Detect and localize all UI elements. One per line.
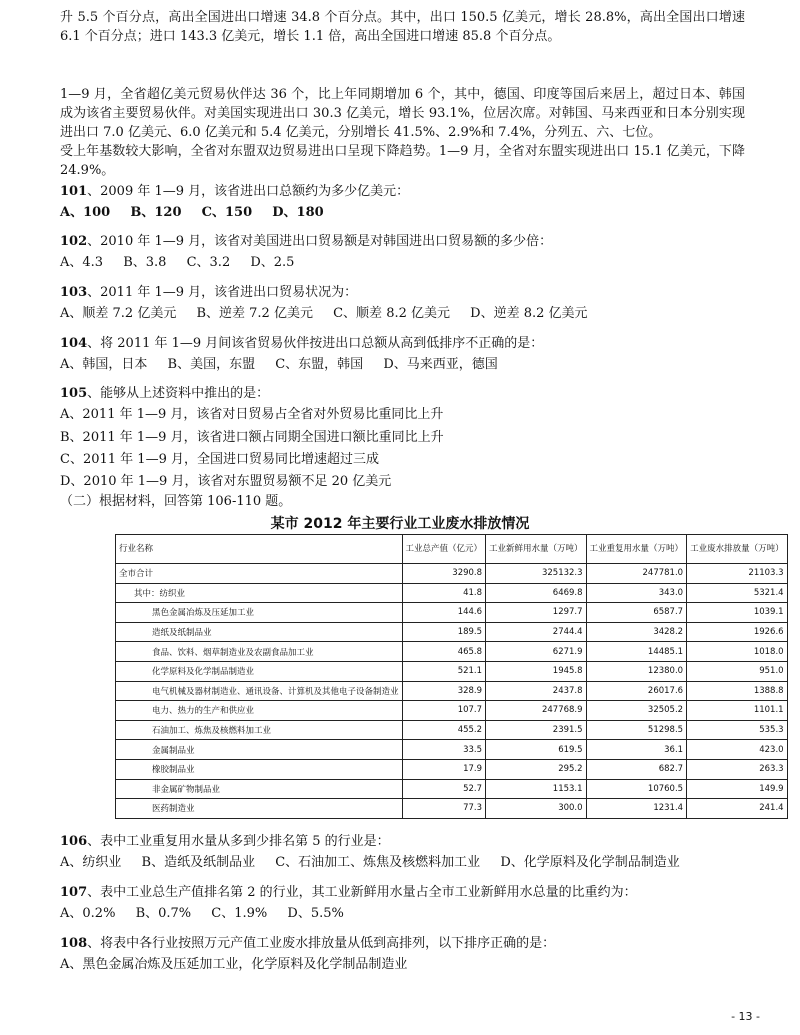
section-heading: （二）根据材料，回答第 106-110 题。	[60, 494, 292, 509]
options-104	[60, 355, 514, 374]
table-row	[116, 720, 788, 740]
row-wastewater: 241.4	[687, 799, 788, 819]
row-output: 3290.8	[402, 564, 486, 584]
row-reused-water: 682.7	[586, 759, 687, 779]
row-wastewater: 1039.1	[687, 603, 788, 623]
row-wastewater: 1926.6	[687, 622, 788, 642]
row-output: 41.8	[402, 583, 486, 603]
option-a: A、100	[60, 205, 111, 220]
option-b: B、逆差 7.2 亿美元	[196, 306, 313, 321]
header-name: 行业名称	[116, 535, 403, 564]
option-c: C、2011 年 1—9 月，全国进口贸易同比增速超过三成	[60, 452, 379, 467]
table-row	[116, 681, 788, 701]
question-102	[60, 232, 552, 251]
row-reused-water: 3428.2	[586, 622, 687, 642]
row-reused-water: 343.0	[586, 583, 687, 603]
row-output: 144.6	[402, 603, 486, 623]
option-c: C、东盟，韩国	[275, 357, 364, 372]
question-number: 104	[60, 336, 88, 351]
row-wastewater: 1101.1	[687, 701, 788, 721]
option-a: A、0.2%	[60, 906, 116, 921]
row-industry-name: 橡胶制品业	[116, 759, 403, 779]
row-industry-name: 电气机械及器材制造业、通讯设备、计算机及其他电子设备制造业	[116, 681, 403, 701]
row-reused-water: 247781.0	[586, 564, 687, 584]
row-reused-water: 12380.0	[586, 661, 687, 681]
row-wastewater: 1388.8	[687, 681, 788, 701]
table-row	[116, 603, 788, 623]
table-row	[116, 740, 788, 760]
row-wastewater: 535.3	[687, 720, 788, 740]
row-fresh-water: 2744.4	[486, 622, 587, 642]
row-industry-name: 非金属矿物制品业	[116, 779, 403, 799]
row-output: 17.9	[402, 759, 486, 779]
options-106	[60, 853, 696, 872]
table-row	[116, 779, 788, 799]
row-industry-name: 全市合计	[116, 564, 403, 584]
data-table	[115, 534, 788, 819]
row-reused-water: 36.1	[586, 740, 687, 760]
option-c: C、150	[201, 205, 253, 220]
row-reused-water: 32505.2	[586, 701, 687, 721]
row-fresh-water: 6469.8	[486, 583, 587, 603]
option-b: B、2011 年 1—9 月，该省进口额占同期全国进口额比重同比上升	[60, 430, 444, 445]
option-b: B、0.7%	[135, 906, 192, 921]
option-b: B、3.8	[123, 255, 167, 270]
row-industry-name: 化学原料及化学制品制造业	[116, 661, 403, 681]
option-d: D、逆差 8.2 亿美元	[470, 306, 588, 321]
option-a: A、顺差 7.2 亿美元	[60, 306, 177, 321]
table-row	[116, 642, 788, 662]
row-wastewater: 149.9	[687, 779, 788, 799]
paragraph-3: 受上年基数较大影响，全省对东盟双边贸易进出口呈现下降趋势。1—9 月，全省对东盟实现进出口 15.1 亿美元，下降 24.9%。	[60, 144, 745, 178]
paragraph-2: 1—9 月，全省超亿美元贸易伙伴达 36 个，比上年同期增加 6 个，其中，德国、印度等国后来居上，超过日本、韩国成为该省主要贸易伙伴。对美国实现进出口 30.3 亿美元，增长 93.1%，位居次席。对韩国、马来西亚和日本分别实现进出口 7.0 亿美元、6.0 亿美元和 5.4 亿美元，分别增长 41.5%、2.9%和 7.4%，分列五、六、七位。	[60, 87, 745, 140]
option-b: B、120	[130, 205, 182, 220]
header-reused-water: 工业重复用水量（万吨）	[586, 535, 687, 564]
question-103	[60, 283, 357, 302]
header-wastewater: 工业废水排放量（万吨）	[687, 535, 788, 564]
row-reused-water: 26017.6	[586, 681, 687, 701]
question-104	[60, 334, 543, 353]
table-title: 某市 2012 年主要行业工业废水排放情况	[270, 516, 530, 532]
question-105	[60, 384, 269, 403]
option-d: D、2010 年 1—9 月，该省对东盟贸易额不足 20 亿美元	[60, 474, 392, 489]
question-108	[60, 934, 555, 953]
table-body	[116, 564, 788, 819]
row-industry-name: 医药制造业	[116, 799, 403, 819]
option-d: D、5.5%	[287, 906, 344, 921]
question-107	[60, 883, 637, 902]
option-a: A、纺织业	[60, 855, 122, 870]
row-industry-name: 金属制品业	[116, 740, 403, 760]
row-industry-name: 石油加工、炼焦及核燃料加工业	[116, 720, 403, 740]
question-number: 106	[60, 834, 88, 849]
option-b: B、美国，东盟	[167, 357, 256, 372]
question-text: 、2009 年 1—9 月，该省进出口总额约为多少亿美元：	[87, 184, 410, 199]
row-fresh-water: 295.2	[486, 759, 587, 779]
row-output: 328.9	[402, 681, 486, 701]
row-wastewater: 5321.4	[687, 583, 788, 603]
table-row	[116, 799, 788, 819]
options-107	[60, 904, 360, 923]
table-row	[116, 701, 788, 721]
row-output: 455.2	[402, 720, 486, 740]
question-number: 108	[60, 936, 88, 951]
table-header-row	[116, 535, 788, 564]
row-fresh-water: 2437.8	[486, 681, 587, 701]
row-wastewater: 1018.0	[687, 642, 788, 662]
option-d: D、马来西亚，德国	[383, 357, 498, 372]
options-101	[60, 203, 340, 222]
row-fresh-water: 300.0	[486, 799, 587, 819]
row-fresh-water: 1297.7	[486, 603, 587, 623]
row-industry-name: 电力、热力的生产和供应业	[116, 701, 403, 721]
row-reused-water: 14485.1	[586, 642, 687, 662]
question-text: 、将 2011 年 1—9 月间该省贸易伙伴按进出口总额从高到低排序不正确的是：	[87, 336, 544, 351]
row-industry-name: 黑色金属冶炼及压延加工业	[116, 603, 403, 623]
row-output: 52.7	[402, 779, 486, 799]
question-text: 、2011 年 1—9 月，该省进出口贸易状况为：	[87, 285, 358, 300]
option-d: D、化学原料及化学制品制造业	[500, 855, 680, 870]
options-103	[60, 304, 604, 323]
table-row	[116, 759, 788, 779]
row-industry-name: 其中：纺织业	[116, 583, 403, 603]
option-a: A、韩国，日本	[60, 357, 148, 372]
question-106	[60, 832, 390, 851]
row-industry-name: 造纸及纸制品业	[116, 622, 403, 642]
table-row	[116, 622, 788, 642]
page-number: - 13 -	[731, 1010, 760, 1023]
option-a: A、黑色金属冶炼及压延加工业，化学原料及化学制品制造业	[60, 957, 408, 972]
question-text: 、表中工业重复用水量从多到少排名第 5 的行业是：	[87, 834, 390, 849]
question-101	[60, 182, 409, 201]
question-text: 、表中工业总生产值排名第 2 的行业，其工业新鲜用水量占全市工业新鲜用水总量的比重约为：	[87, 885, 637, 900]
row-reused-water: 6587.7	[586, 603, 687, 623]
option-c: C、石油加工、炼焦及核燃料加工业	[275, 855, 481, 870]
option-c: C、1.9%	[211, 906, 268, 921]
row-reused-water: 10760.5	[586, 779, 687, 799]
question-text: 、将表中各行业按照万元产值工业废水排放量从低到高排列，以下排序正确的是：	[87, 936, 556, 951]
row-output: 107.7	[402, 701, 486, 721]
row-fresh-water: 1945.8	[486, 661, 587, 681]
question-number: 103	[60, 285, 88, 300]
row-wastewater: 21103.3	[687, 564, 788, 584]
row-fresh-water: 619.5	[486, 740, 587, 760]
row-output: 33.5	[402, 740, 486, 760]
option-c: C、3.2	[186, 255, 231, 270]
table-row	[116, 661, 788, 681]
option-d: D、2.5	[250, 255, 295, 270]
paragraph-1: 升 5.5 个百分点，高出全国进出口增速 34.8 个百分点。其中，出口 150.5 亿美元，增长 28.8%，高出全国出口增速 6.1 个百分点；进口 143.3 亿美元，增长 1.1 倍，高出全国进口增速 85.8 个百分点。	[60, 10, 745, 44]
row-output: 77.3	[402, 799, 486, 819]
header-fresh-water: 工业新鲜用水量（万吨）	[486, 535, 587, 564]
question-text: 、2010 年 1—9 月，该省对美国进出口贸易额是对韩国进出口贸易额的多少倍：	[87, 234, 553, 249]
header-output: 工业总产值（亿元）	[402, 535, 486, 564]
row-wastewater: 423.0	[687, 740, 788, 760]
option-a: A、2011 年 1—9 月，该省对日贸易占全省对外贸易比重同比上升	[60, 407, 444, 422]
row-fresh-water: 1153.1	[486, 779, 587, 799]
row-output: 189.5	[402, 622, 486, 642]
row-fresh-water: 325132.3	[486, 564, 587, 584]
row-industry-name: 食品、饮料、烟草制造业及农副食品加工业	[116, 642, 403, 662]
row-output: 521.1	[402, 661, 486, 681]
row-wastewater: 263.3	[687, 759, 788, 779]
question-number: 102	[60, 234, 88, 249]
option-c: C、顺差 8.2 亿美元	[333, 306, 450, 321]
row-fresh-water: 6271.9	[486, 642, 587, 662]
question-number: 107	[60, 885, 88, 900]
row-reused-water: 51298.5	[586, 720, 687, 740]
table-row	[116, 583, 788, 603]
row-output: 465.8	[402, 642, 486, 662]
options-102	[60, 253, 310, 272]
row-wastewater: 951.0	[687, 661, 788, 681]
option-d: D、180	[272, 205, 324, 220]
option-a: A、4.3	[60, 255, 104, 270]
question-number: 101	[60, 184, 88, 199]
question-text: 、能够从上述资料中推出的是：	[87, 386, 270, 401]
row-fresh-water: 2391.5	[486, 720, 587, 740]
row-fresh-water: 247768.9	[486, 701, 587, 721]
row-reused-water: 1231.4	[586, 799, 687, 819]
option-b: B、造纸及纸制品业	[141, 855, 256, 870]
question-number: 105	[60, 386, 88, 401]
table-row	[116, 564, 788, 584]
